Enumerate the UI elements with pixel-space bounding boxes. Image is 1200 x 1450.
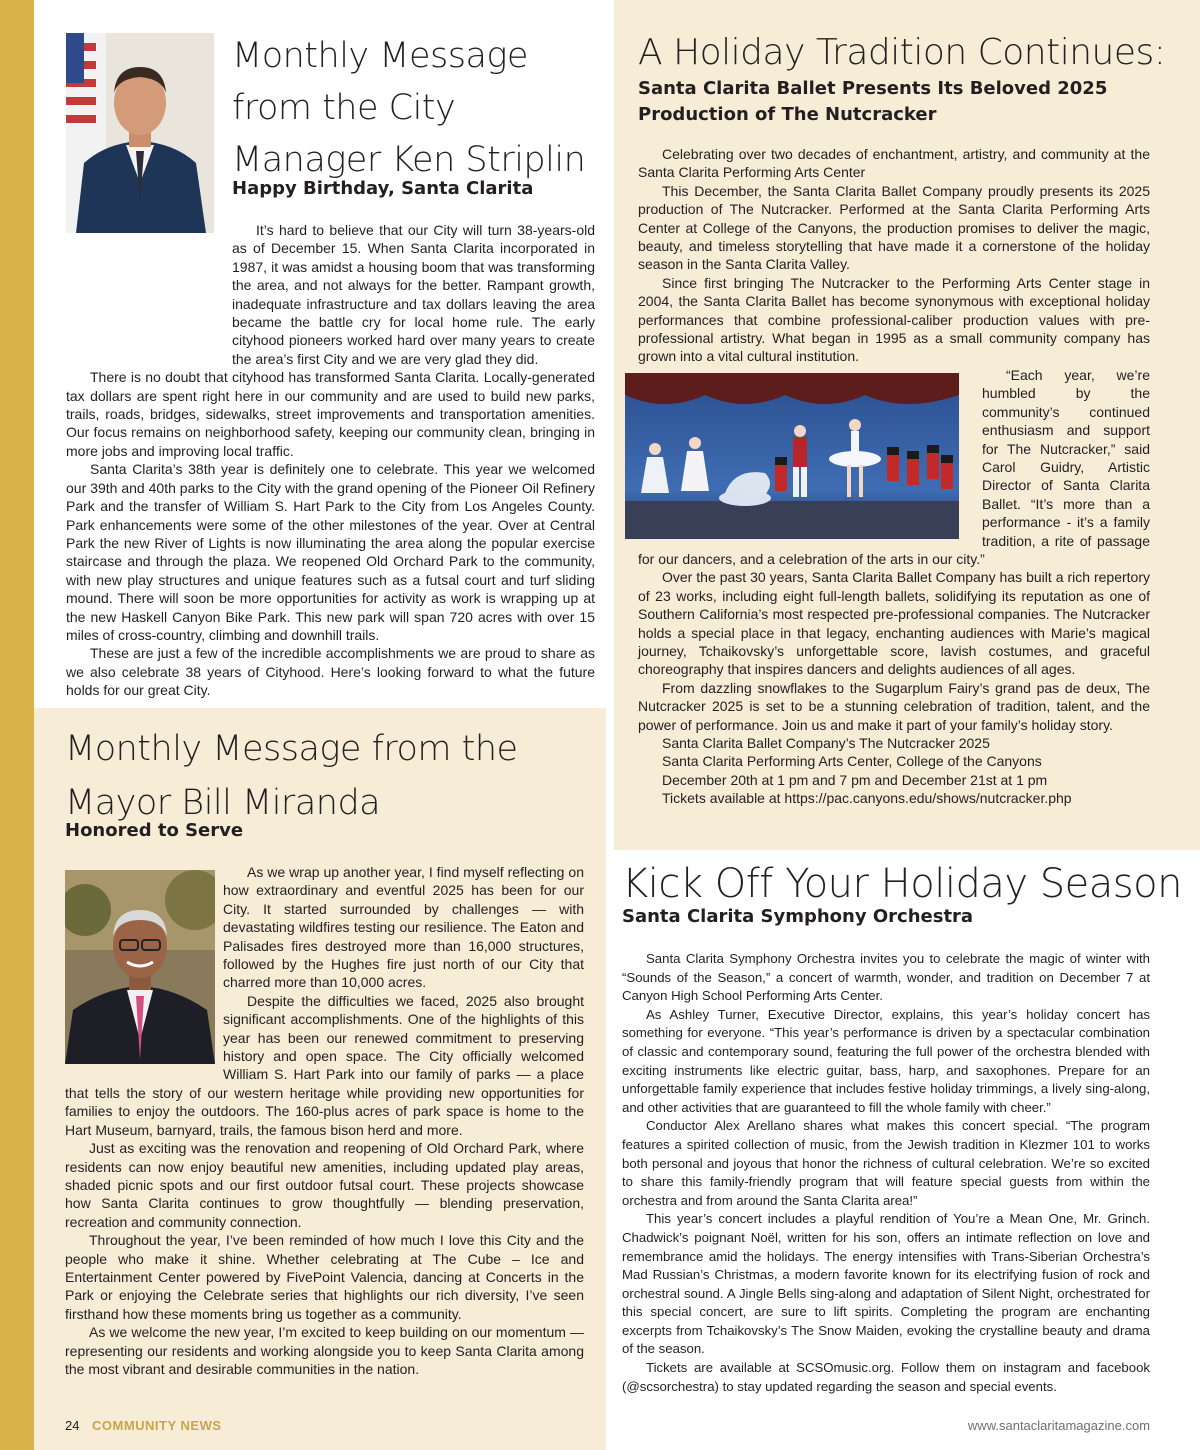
city-manager-photo	[66, 33, 214, 233]
event-dates: December 20th at 1 pm and 7 pm and December 21st at 1 pm	[662, 771, 1048, 788]
ballet-subtitle: Santa Clarita Ballet Presents Its Beloved 2025 Production of The Nutcracker	[638, 78, 1108, 125]
paragraph: Santa Clarita Symphony Orchestra invites you to celebrate the magic of winter with “Sounds of the Season,” a concert of warmth, wonder, and tradition on December 7 at Canyon High School Performing Arts Center.	[622, 951, 1150, 1004]
mayor-title: Monthly Message from the Mayor Bill Miranda	[65, 729, 518, 823]
city-manager-article	[34, 0, 606, 708]
site-url[interactable]: www.santaclaritamagazine.com	[967, 1418, 1150, 1433]
section-label: COMMUNITY NEWS	[92, 1418, 222, 1433]
symphony-article	[614, 850, 1200, 1450]
event-tickets: Tickets available at https://pac.canyons.edu/shows/nutcracker.php	[662, 790, 1072, 807]
mayor-photo	[65, 870, 215, 1064]
event-name: Santa Clarita Ballet Company’s The Nutcracker 2025	[662, 735, 990, 751]
mayor-subtitle: Honored to Serve	[65, 820, 244, 841]
paragraph: This year’s concert includes a playful rendition of You’re a Mean One, Mr. Grinch. Chadwick’s poignant Noël, written for his son, offers an intimate reflection on love and remembrance amid the holidays. The energy intensifies with Trans-Siberian Orchestra’s Mad Russian’s Christmas, a modern favorite known for its electrifying fusion of rock and orchestral sound. A Jingle Bells sing-along and adaptation of Silent Night, orchestrated for this special concert, are sure to lift spirits. Completing the program are enchanting excerpts from Tchaikovsky’s The Snow Maiden, evoking the crystalline beauty and drama of the season.	[622, 1211, 1150, 1357]
paragraph: This December, the Santa Clarita Ballet Company proudly presents its 2025 production of The Nutcracker. Performed at the Santa Clarita Performing Arts Center at College of the Canyons, the production promises to deliver the magic, beauty, and timeless storytelling that have made it a cornerstone of the holiday season in the Santa Clarita Valley.	[638, 182, 1150, 273]
symphony-title: Kick Off Your Holiday Season	[622, 861, 1182, 907]
paragraph: As we welcome the new year, I’m excited to keep building on our momentum — representing our residents and working alongside you to keep Santa Clarita among the most vibrant and desirable communities in the nation.	[65, 1324, 584, 1377]
paragraph: Just as exciting was the renovation and reopening of Old Orchard Park, where residents can now enjoy beautiful new amenities, including updated play areas, shaded picnic spots and our first outdoor futsal court. These projects showcase how Santa Clarita continues to grow thoughtfully — blending preservation, recreation and community connection.	[65, 1140, 584, 1230]
ballet-title: A Holiday Tradition Continues:	[638, 32, 1166, 73]
stage-scene-icon	[625, 373, 959, 539]
portrait-icon	[66, 33, 214, 233]
city-manager-subtitle: Happy Birthday, Santa Clarita	[232, 178, 534, 199]
paragraph: Since first bringing The Nutcracker to the Performing Arts Center stage in 2004, the Santa Clarita Ballet has become synonymous with exceptional holiday performances that combine professional-caliber production values with pre-professional artistry. What began in 1995 as a small community company has grown into a vital cultural institution.	[638, 274, 1150, 365]
symphony-body	[622, 950, 1150, 1396]
paragraph: It’s hard to believe that our City will turn 38-years-old as of December 15. When Santa Clarita incorporated in 1987, it was amidst a housing boom that was transforming the area, and not always for the better. Rampant growth, inadequate infrastructure and tax dollars leaving the area became the battle cry for local home rule. The early cityhood pioneers worked hard over many years to create the area’s first City and we are very glad they did.	[232, 222, 595, 367]
paragraph: As we wrap up another year, I find myself reflecting on how extraordinary and eventful 2025 has been for our City. It started surrounded by challenges — with devastating wildfires testing our resilience. The Eaton and Palisades fires destroyed more than 16,000 structures, followed by the Hughes fire just north of our City that charred more than 10,000 acres.	[223, 864, 584, 991]
ballet-article	[614, 0, 1200, 850]
event-venue: Santa Clarita Performing Arts Center, College of the Canyons	[662, 753, 1042, 770]
city-manager-body	[66, 221, 595, 700]
paragraph: Celebrating over two decades of enchantment, artistry, and community at the Santa Clarita Performing Arts Center	[638, 146, 1150, 181]
ballet-photo	[625, 373, 959, 539]
paragraph: These are just a few of the incredible accomplishments we are proud to share as we also celebrate 38 years of Cityhood. Here’s looking forward to what the future holds for our great City.	[66, 645, 595, 699]
paragraph: Santa Clarita’s 38th year is definitely one to celebrate. This year we welcomed our 39th and 40th parks to the City with the grand opening of the Pioneer Oil Refinery Park and the transfer of William S. Hart Park to the City from Los Angeles County. Park enhancements were some of the other milestones of the year. Over at Central Park the new River of Lights is now illuminating the area along the popular exercise staircase and through the plaza. We reopened Old Orchard Park to the community, with new play structures and unique features such as a futsal court and turf sliding mound. There will soon be more opportunities for activity as work is wrapping up at the new Haskell Canyon Bike Park. This new park will span 720 acres with over 15 miles of cross-country, climbing and downhill trails.	[66, 461, 595, 643]
paragraph: There is no doubt that cityhood has transformed Santa Clarita. Locally-generated tax dollars are spent right here in our community and are used to build new parks, trails, roads, bridges, sidewalks, street improvements and transportation amenities. Our focus remains on neighborhood safety, keeping our community clean, bringing in more jobs and improving local traffic.	[66, 369, 595, 459]
paragraph: Throughout the year, I’ve been reminded of how much I love this City and the people who make it shine. Whether celebrating at The Cube – Ice and Entertainment Center powered by FivePoint Valencia, dancing at Concerts in the Park or enjoying the Celebrate series that highlights our rich diversity, I’ve seen firsthand how these moments bring us together as a community.	[65, 1232, 584, 1322]
paragraph: Over the past 30 years, Santa Clarita Ballet Company has built a rich repertory of 23 works, including eight full-length ballets, solidifying its reputation as one of Southern California’s most respected pre-professional companies. The Nutcracker holds a special place in that legacy, enchanting audiences with Marie’s magical journey, Tchaikovsky’s unforgettable score, lavish costumes, and graceful choreography that inspires dancers and delights audiences of all ages.	[638, 569, 1150, 678]
portrait-icon	[65, 870, 215, 1064]
mayor-article	[34, 708, 606, 1450]
paragraph: Conductor Alex Arellano shares what makes this concert special. “The program features a spirited collection of music, from the Jewish tradition in Klezmer 101 to works both personal and joyous that honor the richness of cultural celebration. We’re so excited to share this family-friendly program that will feature special guests from within the orchestra and from around the Santa Clarita area!”	[622, 1118, 1150, 1208]
paragraph: Despite the difficulties we faced, 2025 also brought significant accomplishments. One of the highlights of this year has been our renewed commitment to preserving history and open space. The City officially welcomed William S. Hart Park into our family of parks — a place that tells the story of our western heritage while providing new opportunities for families to enjoy the outdoors. The 160-plus acres of park space is home to the Hart Museum, barnyard, trails, the famous bison herd and more.	[65, 992, 584, 1138]
symphony-subtitle: Santa Clarita Symphony Orchestra	[622, 906, 974, 927]
city-manager-title: Monthly Message from the City Manager Ken Striplin	[232, 36, 586, 180]
paragraph: From dazzling snowflakes to the Sugarplum Fairy’s grand pas de deux, The Nutcracker 2025 is set to be a stunning celebration of tradition, talent, and the power of performance. Join us and make it part of your family’s holiday story.	[638, 679, 1150, 733]
page-number: 24	[65, 1418, 80, 1433]
gold-side-strip	[0, 0, 34, 1450]
paragraph: As Ashley Turner, Executive Director, explains, this year’s holiday concert has something for everyone. “This year’s performance is driven by a spectacular combination of classic and contemporary sound, featuring the full power of the orchestra blended with exciting instruments like electric guitar, bass, harp, and saxophones. Prepare for an unforgettable family experience that includes festive holiday trimmings, a lively sing-along, and other activities that are guaranteed to fill the whole family with cheer.”	[622, 1006, 1150, 1115]
quote-paragraph: “Each year, we’re humbled by the community’s continued enthusiasm and support for The Nutcracker,” said Carol Guidry, Artistic Director of Santa Clarita Ballet. “It’s more than a performance - it’s a family tradition, a rite of passage for our dancers, and a celebration of the arts in our city.”	[638, 366, 1150, 567]
paragraph: Tickets are available at SCSOmusic.org. Follow them on instagram and facebook (@scsorchestra) to stay updated regarding the season and special events.	[622, 1360, 1150, 1394]
